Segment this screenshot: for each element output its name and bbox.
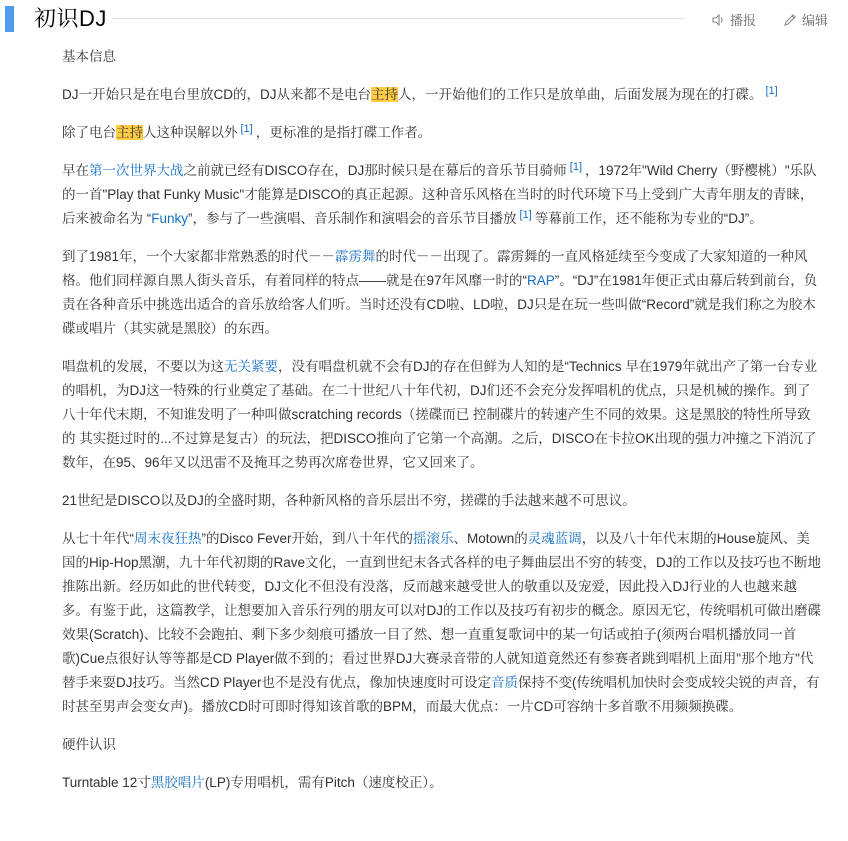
link-funky[interactable]: Funky [151, 211, 189, 226]
link-ww1[interactable]: 第一次世界大战 [89, 163, 184, 178]
article-content [62, 45, 822, 795]
reference-link[interactable]: [1] [765, 84, 778, 97]
link-sound-quality[interactable]: 音质 [491, 675, 519, 690]
reference-link[interactable]: [1] [519, 208, 532, 221]
broadcast-label: 播报 [730, 13, 757, 28]
reference-link[interactable]: [1] [569, 160, 582, 173]
paragraph-6: 21世纪是DISCO以及DJ的全盛时期，各种新风格的音乐层出不穷，搓碟的手法越来越不可思议。 [62, 493, 636, 508]
highlight-term: 主持 [116, 125, 143, 140]
link-saturday-night-fever[interactable]: 周末夜狂热 [134, 531, 202, 546]
section-header [0, 0, 848, 38]
speaker-icon [711, 13, 725, 27]
paragraph-2: 除了电台主持人这种误解以外 [1] ，更标准的是指打碟工作者。 [62, 122, 432, 140]
broadcast-button[interactable] [711, 10, 756, 29]
link-rock[interactable]: 摇滚乐 [413, 531, 454, 546]
paragraph-3: 早在第一次世界大战之前就已经有DISCO存在，DJ那时候只是在幕后的音乐节目骑师 [1] ，1972年"Wild Cherry（野樱桃）"乐队的一首"Play that Funky Music"才能算是DISCO的真正起源。这种音乐风格在当时的时代环境下马上受到广大青年朋友的青睐，后来被命名为 “Funky”，参与了一些演唱、音乐制作和演唱会的音乐节目播放 [1] 等幕前工作，还不能称为专业的“DJ”。 [62, 160, 817, 226]
paragraph-8: Turntable 12寸黑胶唱片(LP)专用唱机，需有Pitch（速度校正）。 [62, 775, 443, 790]
paragraph-4: 到了1981年，一个大家都非常熟悉的时代－－霹雳舞的时代－－出现了。霹雳舞的一直风格延续至今变成了大家知道的一种风格。他们同样源自黑人街头音乐，有着同样的特点——就是在97年风靡一时的“RAP”。“DJ”在1981年便正式由幕后转到前台，负责在各种音乐中挑选出适合的音乐放给客人们听。当时还没有CD啦、LD啦，DJ只是在玩一些叫做“Record”就是我们称之为胶木碟或唱片（其实就是黑胶）的东西。 [62, 249, 818, 336]
section-basic-info: 基本信息 [62, 49, 116, 64]
edit-label: 编辑 [802, 13, 829, 28]
paragraph-1: DJ一开始只是在电台里放CD的，DJ从来都不是电台主持人，一开始他们的工作只是放单曲，后面发展为现在的打碟。 [1] [62, 83, 822, 107]
header-divider [112, 18, 684, 19]
link-irrelevant[interactable]: 无关紧要 [224, 359, 278, 374]
link-soul-blues[interactable]: 灵魂蓝调 [527, 531, 582, 546]
section-title: 初识DJ [34, 6, 107, 31]
reference-link[interactable]: [1] [240, 122, 253, 135]
paragraph-5: 唱盘机的发展，不要以为这无关紧要，没有唱盘机就不会有DJ的存在但鲜为人知的是“Technics 早在1979年就出产了第一台专业的唱机，为DJ这一特殊的行业奠定了基础。在二十世纪八十年代初，DJ们还不会充分发挥唱机的优点，只是机械的操作。到了八十年代末期，不知谁发明了一种叫做scratching records（搓碟而已 控制碟片的转速产生不同的效果。这是黑胶的特性所导致的 其实挺过时的...不过算是复古）的玩法，把DISCO推向了它第一个高潮。之后，DISCO在卡拉OK出现的强力冲撞之下消沉了数年，在95、96年又以迅雷不及掩耳之势再次席卷世界，它又回来了。 [62, 359, 818, 470]
highlight-term: 主持 [371, 87, 398, 102]
paragraph-7: 从七十年代“周末夜狂热”的Disco Fever开始，到八十年代的摇滚乐、Motown的灵魂蓝调，以及八十年代末期的House旋风、美国的Hip-Hop黑潮，九十年代初期的Rave文化，一直到世纪末各式各样的电子舞曲层出不穷的转变，DJ的工作以及技巧也不断地推陈出新。经历如此的世代转变，DJ文化不但没有没落，反而越来越受世人的敬重以及宠爱，因此投入DJ行业的人也越来越多。有鉴于此，这篇教学，让想要加入音乐行列的朋友可以对DJ的工作以及技巧有初步的概念。原因无它，传统唱机可做出磨碟效果(Scratch)、比较不会跑拍、剩下多少刻痕可播放一目了然、想一直重复歌词中的某一句话或拍子(须两台唱机播放同一首歌)Cue点很好认等等都是CD Player做不到的；看过世界DJ大赛录音带的人就知道竟然还有参赛者跳到唱机上面用"那个地方"代替手来耍DJ技巧。当然CD Player也不是没有优点，像加快速度时可设定音质保持不变(传统唱机加快时会变成较尖锐的声音，有时甚至男声会变女声)。播放CD时可即时得知该首歌的BPM，而最大优点：一片CD可容纳十多首歌不用频频换碟。 [62, 531, 822, 714]
pencil-icon [783, 13, 797, 27]
link-vinyl[interactable]: 黑胶唱片 [150, 775, 205, 790]
section-marker-bar [5, 6, 14, 32]
section-hardware: 硬件认识 [62, 737, 116, 752]
link-breakdance[interactable]: 霹雳舞 [335, 249, 376, 264]
edit-button[interactable] [783, 10, 828, 29]
link-rap[interactable]: RAP [527, 273, 555, 288]
